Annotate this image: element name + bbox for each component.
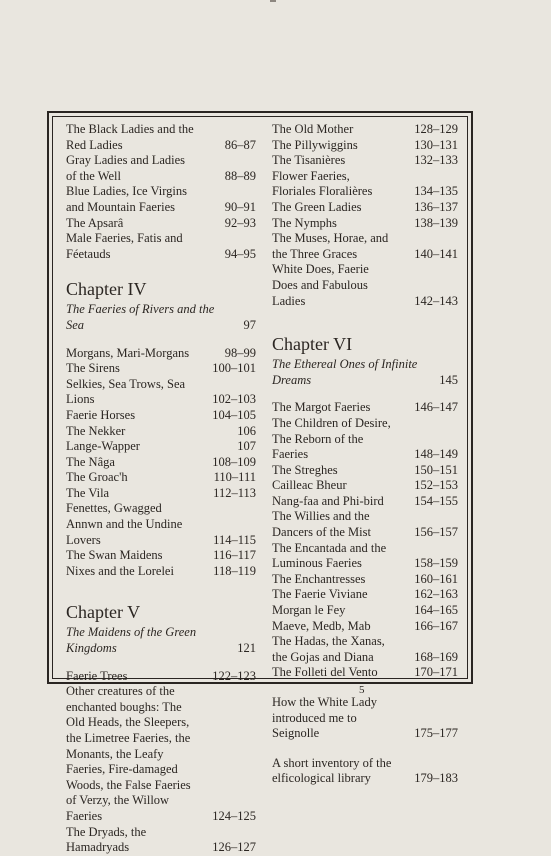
toc-entry-pages: 86–87: [224, 137, 256, 152]
toc-entry: [272, 463, 458, 479]
toc-entry-title: How the White Lady introduced me to Seignolle: [272, 695, 377, 741]
toc-entry: [272, 756, 458, 787]
toc-entry-pages: 146–147: [414, 400, 458, 415]
toc-entry: [66, 455, 256, 471]
toc-entry-pages: 140–141: [414, 246, 458, 261]
toc-entry-title: The Willies and the Dancers of the Mist: [272, 509, 371, 540]
toc-entry-pages: 128–129: [414, 122, 458, 136]
toc-entry-title: The Tisanières: [272, 153, 346, 168]
toc-entry-title: White Does, Faerie Does and Fabulous Ladies: [272, 262, 369, 308]
toc-entry-pages: 164–165: [414, 603, 458, 618]
toc-entry-title: The Sirens: [66, 361, 120, 376]
toc-entry-title: Morgan le Fey: [272, 603, 346, 618]
toc-entry: [272, 400, 458, 416]
toc-entry-title: Other creatures of the enchanted boughs: The Old Heads, the Sleepers, the Limetree Faeries, the Monants, the Leafy Faeries, Fire-damaged Woods, the False Faeries of Verzy, the Willow Faeries: [66, 684, 191, 823]
toc-entry: [272, 603, 458, 619]
toc-entry: [272, 587, 458, 603]
toc-entry: [66, 216, 256, 232]
toc-entry: [66, 470, 256, 486]
toc-entry: [272, 478, 458, 494]
toc-entry-title: The Nâga: [66, 454, 115, 469]
toc-entry: [66, 184, 256, 215]
toc-entry-title: Maeve, Medb, Mab: [272, 618, 371, 633]
chapter-vi-heading: Chapter VI: [272, 334, 353, 355]
toc-entry-pages: 116–117: [213, 548, 256, 563]
toc-entry: [272, 665, 458, 681]
toc-entry: [272, 138, 458, 154]
toc-entry-title: The Old Mother: [272, 122, 354, 136]
toc-entry-pages: 110–111: [213, 470, 256, 485]
toc-entry: [66, 231, 256, 262]
right-entries-group: [272, 122, 458, 309]
toc-entry: [272, 695, 458, 742]
toc-entry: [66, 377, 256, 408]
toc-entry-title: The Children of Desire, The Reborn of the Faeries: [272, 415, 391, 462]
chapter-subtitle-text: The Faeries of Rivers and the Sea: [66, 302, 215, 332]
page-number: 5: [359, 684, 365, 696]
toc-entry-pages: 168–169: [414, 649, 458, 664]
toc-entry-pages: 132–133: [414, 153, 458, 168]
toc-entry: [66, 684, 256, 824]
chapter-vi-entries: [272, 400, 458, 681]
toc-entry: [66, 548, 256, 564]
chapter-iv-entries: [66, 346, 256, 580]
toc-entry-title: The Streghes: [272, 462, 338, 477]
toc-entry-pages: 154–155: [414, 493, 458, 508]
toc-entry-pages: 148–149: [414, 447, 458, 462]
chapter-subtitle-text: The Maidens of the Green Kingdoms: [66, 625, 197, 656]
toc-entry: [272, 619, 458, 635]
toc-entry-pages: 150–151: [414, 462, 458, 477]
toc-entry-pages: 88–89: [224, 168, 256, 183]
chapter-iv-subtitle: [66, 302, 256, 333]
toc-entry-title: The Black Ladies and the Red Ladies: [66, 122, 194, 152]
chapter-v-entries: [66, 669, 256, 856]
toc-entry-pages: 166–167: [414, 618, 458, 633]
toc-entry-title: The Nekker: [66, 423, 126, 438]
entry-spacer: [272, 742, 458, 756]
toc-entry-pages: 108–109: [212, 454, 256, 469]
toc-entry-pages: 124–125: [212, 808, 256, 823]
closing-entries: [272, 695, 458, 787]
chapter-subtitle-pages: 121: [237, 641, 256, 656]
right-column: [272, 122, 458, 787]
toc-entry-pages: 156–157: [414, 525, 458, 540]
chapter-v-heading: Chapter V: [66, 602, 141, 623]
toc-entry: [66, 564, 256, 580]
toc-entry: [66, 825, 256, 856]
toc-entry-pages: 122–123: [212, 668, 256, 683]
toc-entry: [272, 216, 458, 232]
toc-entry-pages: 134–135: [414, 184, 458, 199]
toc-entry-pages: 138–139: [414, 215, 458, 230]
toc-entry-title: The Hadas, the Xanas, the Gojas and Diana: [272, 634, 385, 664]
toc-entry-title: The Faerie Viviane: [272, 587, 368, 602]
toc-entry-pages: 118–119: [213, 563, 256, 578]
toc-entry: [272, 153, 458, 169]
toc-entry: [66, 122, 256, 153]
toc-entry: [66, 439, 256, 455]
chapter-v-subtitle: [66, 625, 256, 656]
toc-entry-title: Male Faeries, Fatis and Féetauds: [66, 231, 183, 261]
toc-entry-title: The Enchantresses: [272, 571, 366, 586]
toc-entry-pages: 152–153: [414, 478, 458, 493]
chapter-subtitle-text: The Ethereal Ones of Infinite Dreams: [272, 357, 418, 387]
toc-entry-title: Gray Ladies and Ladies of the Well: [66, 153, 186, 183]
toc-entry: [272, 262, 458, 309]
toc-entry-title: Fenettes, Gwagged Annwn and the Undine Lovers: [66, 501, 183, 547]
toc-entry: [272, 634, 458, 665]
toc-entry: [66, 424, 256, 440]
toc-entry-pages: 102–103: [212, 392, 256, 407]
toc-entry-title: The Nymphs: [272, 215, 337, 230]
toc-entry-title: Flower Faeries, Floriales Floralières: [272, 168, 373, 199]
toc-entry-pages: 112–113: [213, 485, 256, 500]
toc-entry-title: Blue Ladies, Ice Virgins and Mountain Faeries: [66, 184, 187, 214]
left-entries-group: [66, 122, 256, 262]
top-edge-mark: [270, 0, 276, 2]
toc-entry: [66, 153, 256, 184]
toc-entry-pages: 94–95: [224, 246, 256, 261]
toc-entry-title: The Margot Faeries: [272, 400, 371, 415]
toc-entry: [272, 416, 458, 463]
toc-entry-pages: 114–115: [213, 532, 256, 547]
toc-entry-title: The Dryads, the Hamadryads: [66, 824, 147, 855]
toc-entry-pages: 175–177: [414, 726, 458, 741]
toc-entry: [66, 408, 256, 424]
toc-entry-pages: 158–159: [414, 556, 458, 571]
chapter-vi-subtitle: [272, 357, 458, 388]
toc-entry-title: Nixes and the Lorelei: [66, 563, 174, 578]
toc-entry-title: Cailleac Bheur: [272, 478, 347, 493]
toc-entry-title: The Vila: [66, 485, 110, 500]
toc-entry: [66, 346, 256, 362]
toc-entry-title: Selkies, Sea Trows, Sea Lions: [66, 376, 186, 407]
toc-entry-title: Nang-faa and Phi-bird: [272, 493, 384, 508]
toc-entry-pages: 98–99: [224, 345, 256, 360]
toc-entry: [66, 669, 256, 685]
toc-entry-title: The Swan Maidens: [66, 548, 163, 563]
toc-entry: [272, 169, 458, 200]
toc-entry: [66, 501, 256, 548]
toc-entry-title: The Apsarâ: [66, 215, 124, 230]
toc-entry-pages: 90–91: [224, 199, 256, 214]
toc-entry-title: A short inventory of the elficological library: [272, 755, 392, 786]
toc-entry-pages: 179–183: [414, 771, 458, 786]
toc-entry: [272, 509, 458, 540]
toc-entry-title: The Encantada and the Luminous Faeries: [272, 540, 387, 571]
toc-entry-pages: 104–105: [212, 407, 256, 422]
toc-entry-pages: 100–101: [212, 361, 256, 376]
toc-entry-pages: 107: [237, 439, 256, 454]
toc-entry: [272, 122, 458, 138]
toc-entry: [272, 541, 458, 572]
toc-entry-pages: 92–93: [224, 215, 256, 230]
toc-entry-pages: 126–127: [212, 840, 256, 855]
toc-entry-title: Faerie Horses: [66, 407, 136, 422]
toc-entry-pages: 106: [237, 423, 256, 438]
toc-entry-pages: 160–161: [414, 571, 458, 586]
toc-entry-pages: 136–137: [414, 199, 458, 214]
toc-entry-title: The Pillywiggins: [272, 137, 358, 152]
toc-entry-title: Morgans, Mari-Morgans: [66, 345, 190, 360]
toc-entry-title: The Muses, Horae, and the Three Graces: [272, 231, 389, 261]
toc-entry-pages: 162–163: [414, 587, 458, 602]
toc-entry-pages: 130–131: [414, 137, 458, 152]
toc-entry: [272, 200, 458, 216]
toc-entry-title: The Green Ladies: [272, 199, 362, 214]
chapter-iv-heading: Chapter IV: [66, 279, 147, 300]
toc-entry-pages: 170–171: [414, 665, 458, 680]
toc-entry: [66, 486, 256, 502]
left-column: [66, 122, 256, 856]
toc-entry-title: The Groac'h: [66, 470, 128, 485]
toc-entry: [272, 231, 458, 262]
toc-entry-title: Lange-Wapper: [66, 439, 140, 454]
toc-entry: [66, 361, 256, 377]
toc-entry-title: Faerie Trees: [66, 668, 128, 683]
toc-entry-pages: 142–143: [414, 293, 458, 308]
chapter-subtitle-pages: 97: [243, 317, 256, 332]
toc-entry-title: The Folleti del Vento: [272, 665, 378, 680]
toc-entry: [272, 572, 458, 588]
toc-entry: [272, 494, 458, 510]
chapter-subtitle-pages: 145: [439, 372, 458, 387]
